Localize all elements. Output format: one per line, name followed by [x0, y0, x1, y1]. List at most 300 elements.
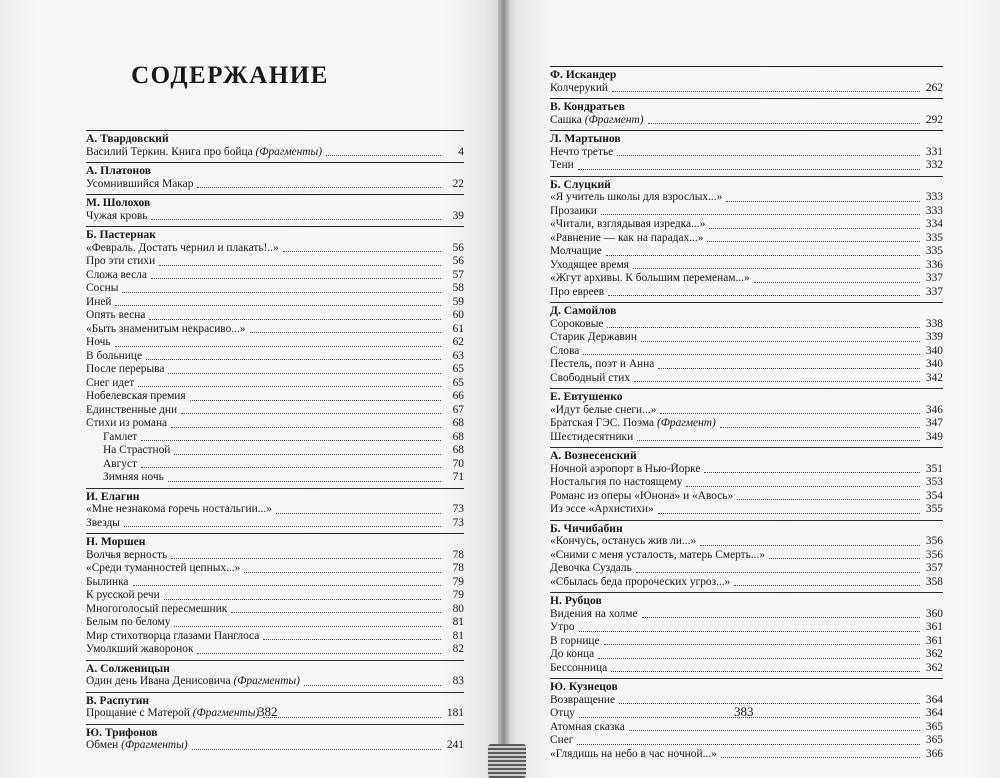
entry-title-text: До конца [550, 648, 595, 660]
toc-entry [550, 503, 943, 517]
entry-page: 73 [452, 503, 464, 515]
entry-title [550, 331, 637, 345]
entry-title-text: Василий Теркин. Книга про бойца [86, 145, 253, 158]
dot-leader [707, 241, 920, 242]
page-number-left: 382 [258, 704, 278, 719]
entry-title [86, 390, 186, 404]
entry-title [550, 707, 575, 721]
entry-page: 340 [925, 358, 943, 370]
entry-page: 61 [452, 322, 464, 335]
entry-title-text: В горнице [550, 634, 600, 647]
entry-page: 358 [925, 575, 943, 588]
entry-page: 365 [925, 720, 943, 733]
entry-title-text: «Читали, взглядывая изредка...» [550, 218, 706, 230]
author-name: Б. Чичибабин [550, 521, 623, 535]
entry-title [550, 318, 603, 332]
entry-title [103, 431, 137, 445]
toc-entry [86, 242, 464, 256]
dot-leader [197, 653, 441, 654]
dot-leader [197, 187, 441, 188]
entry-page: 71 [452, 471, 464, 483]
entry-title [86, 350, 142, 364]
entry-page: 262 [925, 81, 943, 94]
entry-page: 56 [452, 255, 464, 267]
entry-title [86, 336, 111, 350]
toc-entry [550, 345, 943, 359]
toc-entry [550, 721, 943, 735]
entry-page: 362 [925, 648, 943, 660]
entry-title [550, 272, 750, 286]
toc-entry [550, 372, 943, 386]
toc-entry [550, 748, 943, 762]
entry-title [86, 296, 111, 310]
toc-entry [550, 272, 943, 286]
entry-title [103, 444, 170, 458]
entry-title [86, 616, 170, 630]
entry-title [86, 417, 167, 431]
entry-title-text: Снег идет [86, 376, 135, 389]
toc-entry [86, 178, 464, 192]
dot-leader [168, 481, 441, 482]
toc-entry [86, 309, 464, 323]
entry-page: 70 [452, 457, 464, 470]
entry-page: 336 [925, 258, 943, 271]
entry-title-text: «Сбылась беда пророческих угроз...» [550, 575, 731, 588]
toc-entry [86, 603, 464, 617]
toc-entry [86, 562, 464, 576]
dot-leader [146, 359, 441, 360]
entry-title [86, 242, 279, 256]
entry-page: 62 [452, 336, 464, 348]
entry-title-text: Бессонница [550, 661, 608, 674]
entry-page: 365 [925, 734, 943, 746]
author-name: Б. Пастернак [86, 228, 156, 241]
dot-leader [577, 744, 920, 745]
dot-leader [171, 558, 441, 559]
entry-page: 342 [925, 371, 943, 384]
entry-title-text: «Равнение — как на парадах...» [550, 231, 704, 244]
entry-title [550, 648, 594, 662]
dot-leader [181, 413, 441, 414]
entry-title [550, 404, 656, 418]
entry-title [550, 259, 629, 273]
dot-leader [726, 201, 920, 202]
entry-page: 364 [925, 693, 943, 706]
dot-leader [658, 368, 920, 369]
toc-entry [550, 431, 943, 445]
entry-title-text: Умолкший жаворонок [86, 643, 194, 655]
entry-title-text: Про евреев [550, 285, 605, 298]
entry-page: 335 [925, 231, 943, 244]
toc-section [550, 520, 943, 590]
entry-page: 332 [925, 159, 943, 171]
entry-title-text: «Кончусь, останусь жив ли...» [550, 535, 697, 547]
toc-section [550, 592, 943, 675]
dot-leader [709, 228, 920, 229]
toc-section [550, 302, 943, 385]
dot-leader [658, 513, 920, 514]
entry-title-text: Нобелевская премия [86, 390, 186, 402]
entry-page: 68 [452, 444, 464, 456]
entry-title-text: Снег [550, 734, 574, 746]
entry-page: 56 [452, 241, 464, 254]
entry-note: (Фрагменты) [192, 707, 260, 719]
entry-title [550, 191, 722, 205]
dot-leader [141, 467, 441, 468]
dot-leader [637, 440, 920, 441]
entry-title-text: Слова [550, 344, 580, 357]
toc-entry [550, 159, 943, 173]
dot-leader [607, 327, 920, 328]
entry-title-text: «Быть знаменитым некрасиво...» [86, 322, 246, 335]
entry-title [550, 621, 575, 635]
entry-title [550, 549, 765, 563]
dot-leader [151, 278, 441, 279]
toc-section [86, 226, 464, 485]
author-name: В. Распутин [86, 693, 150, 707]
dot-leader [598, 658, 920, 659]
dot-leader [133, 585, 442, 586]
entry-title-text: Старик Державин [550, 331, 637, 343]
entry-title-text: «Идут белые снеги...» [550, 403, 657, 416]
dot-leader [619, 703, 920, 704]
dot-leader [642, 617, 920, 618]
entry-page: 65 [452, 363, 464, 375]
dot-leader [648, 123, 921, 124]
toc-entry [550, 635, 943, 649]
dot-leader [263, 717, 441, 718]
entry-title-text: Единственные дни [86, 403, 178, 416]
entry-title [86, 323, 246, 337]
entry-title [550, 372, 630, 386]
dot-leader [636, 572, 920, 573]
entry-title-text: Из эссе «Архистихи» [550, 503, 654, 515]
entry-page: 364 [925, 707, 943, 719]
toc-entry [86, 417, 464, 431]
entry-title-text: Зимняя ночь [103, 471, 164, 483]
entry-title [550, 490, 733, 504]
dot-leader [168, 373, 441, 374]
entry-title [86, 589, 160, 603]
entry-page: 362 [925, 661, 943, 674]
toc-column-left [86, 130, 464, 753]
entry-title-text: Стихи из романа [86, 417, 168, 429]
entry-title-text: Сложа весла [86, 268, 147, 281]
entry-page: 355 [925, 503, 943, 515]
entry-title [550, 721, 625, 735]
author-name: А. Твардовский [86, 132, 169, 145]
entry-title [550, 535, 696, 549]
dot-leader [326, 155, 441, 156]
entry-title-text: Шестидесятники [550, 430, 634, 443]
entry-title-text: Чужая кровь [86, 209, 148, 222]
entry-title-text: Сосны [86, 282, 119, 294]
dot-leader [601, 214, 920, 215]
entry-title-text: Нечто третье [550, 145, 614, 158]
dot-leader [700, 545, 920, 546]
toc-entry [550, 562, 943, 576]
toc-section [86, 130, 464, 159]
entry-title [550, 218, 705, 232]
toc-entry [550, 404, 943, 418]
entry-title-text: Свободный стих [550, 371, 631, 384]
dot-leader [641, 341, 920, 342]
entry-page: 356 [925, 548, 943, 561]
dot-leader [122, 292, 441, 293]
entry-title [103, 471, 164, 485]
toc-section [550, 130, 943, 173]
entry-title-text: После перерыва [86, 363, 165, 375]
entry-title [550, 205, 597, 219]
author-name: М. Шолохов [86, 196, 151, 209]
dot-leader [115, 346, 441, 347]
dot-leader [737, 499, 920, 500]
author-name: А. Вознесенский [550, 449, 637, 462]
entry-page: 4 [458, 145, 464, 158]
entry-title [550, 358, 654, 372]
entry-title [86, 377, 134, 391]
dot-leader [606, 255, 920, 256]
dot-leader [704, 472, 920, 473]
entry-title [550, 734, 573, 748]
entry-page: 66 [452, 390, 464, 402]
entry-title-text: Прозаики [550, 204, 597, 217]
entry-page: 333 [925, 204, 943, 217]
entry-title-text: Уходящее время [550, 258, 629, 271]
entry-page: 81 [452, 616, 464, 628]
toc-entry [86, 210, 464, 224]
toc-entry [550, 662, 943, 676]
entry-title [86, 363, 164, 377]
dot-leader [634, 381, 920, 382]
toc-entry [86, 404, 464, 418]
toc-entry [550, 358, 943, 372]
entry-title-text: Молчащие [550, 245, 602, 257]
toc-entry [550, 621, 943, 635]
entry-page: 333 [925, 191, 943, 203]
toc-entry [550, 576, 943, 590]
dot-leader [190, 400, 441, 401]
entry-title [86, 603, 227, 617]
toc-entry [550, 191, 943, 205]
entry-title-text: Пестель, поэт и Анна [550, 358, 655, 370]
toc-entry [86, 296, 464, 310]
toc-entry [86, 350, 464, 364]
toc-section [86, 162, 464, 191]
dot-leader [734, 585, 920, 586]
entry-title-text: Мир стихотворца глазами Панглоса [86, 629, 260, 642]
dot-leader [611, 671, 920, 672]
dot-leader [769, 558, 920, 559]
toc-section [550, 176, 943, 300]
entry-title [86, 707, 259, 721]
entry-title-text: «Жгут архивы. К большим переменам...» [550, 272, 750, 284]
entry-title-text: Тени [550, 159, 574, 171]
entry-title-text: Утро [550, 621, 575, 633]
entry-title-text: «Я учитель школы для взрослых...» [550, 191, 723, 203]
author-name: Л. Мартынов [550, 132, 621, 145]
entry-page: 63 [452, 349, 464, 362]
entry-page: 83 [452, 675, 464, 687]
entry-page: 79 [452, 575, 464, 588]
entry-page: 82 [452, 643, 464, 655]
toc-entry [550, 535, 943, 549]
toc-entry [86, 458, 464, 472]
entry-title-text: Усомнившийся Макар [86, 177, 194, 190]
entry-title [86, 282, 118, 296]
dot-leader [276, 513, 441, 514]
entry-title [550, 694, 615, 708]
book-spine [498, 0, 510, 778]
dot-leader [633, 268, 920, 269]
toc-section [550, 98, 943, 127]
toc-entry [86, 739, 464, 753]
entry-title [550, 463, 700, 477]
toc-entry [86, 643, 464, 657]
toc-entry [550, 417, 943, 431]
entry-page: 39 [452, 209, 464, 222]
entry-page: 335 [925, 245, 943, 257]
entry-page: 361 [925, 634, 943, 647]
entry-note: (Фрагменты) [255, 145, 323, 158]
toc-entry [86, 390, 464, 404]
toc-entry [550, 259, 943, 273]
entry-page: 334 [925, 218, 943, 230]
entry-title-text: Многоголосый пересмешник [86, 602, 228, 615]
entry-title-text: Сашка [550, 113, 582, 126]
toc-column-right [550, 66, 943, 761]
entry-title-text: Атомная сказка [550, 720, 625, 733]
dot-leader [579, 631, 920, 632]
toc-entry [86, 336, 464, 350]
entry-title-text: На Страстной [103, 444, 171, 456]
dot-leader [720, 427, 920, 428]
toc-section [86, 533, 464, 657]
entry-page: 347 [925, 417, 943, 429]
entry-title-text: Волчья верность [86, 548, 168, 561]
entry-title [550, 417, 716, 431]
dot-leader [660, 413, 920, 414]
entry-page: 337 [925, 285, 943, 298]
dot-leader [174, 454, 441, 455]
entry-title [86, 643, 193, 657]
entry-title-text: Звезды [86, 516, 120, 529]
dot-leader [115, 305, 441, 306]
entry-title-text: Август [103, 457, 138, 470]
entry-page: 60 [452, 309, 464, 321]
entry-title-text: «Среди туманностей цепных...» [86, 562, 241, 574]
toc-entry [86, 282, 464, 296]
entry-title [86, 675, 300, 689]
entry-title-text: Возвращение [550, 693, 615, 706]
author-name: Е. Евтушенко [550, 390, 623, 403]
toc-section [86, 194, 464, 223]
entry-title-text: Колчерукий [550, 81, 609, 94]
entry-title [86, 146, 322, 160]
entry-title-text: «Глядишь на небо в час ночной...» [550, 747, 717, 760]
entry-note: (Фрагмент) [656, 417, 716, 429]
entry-title [86, 517, 120, 531]
entry-title-text: Братская ГЭС. Поэма [550, 417, 655, 429]
entry-title-text: Белым по белому [86, 616, 171, 628]
entry-title [550, 146, 613, 160]
dot-leader [304, 685, 441, 686]
entry-title [550, 662, 607, 676]
author-name: А. Платонов [86, 164, 151, 177]
toc-section [86, 660, 464, 689]
toc-entry [86, 146, 464, 160]
dot-leader [583, 354, 920, 355]
dot-leader [721, 757, 920, 758]
entry-page: 181 [446, 707, 464, 719]
toc-section [550, 388, 943, 444]
entry-page: 349 [925, 430, 943, 443]
entry-title [86, 630, 259, 644]
toc-entry [86, 255, 464, 269]
entry-title [550, 82, 608, 96]
dot-leader [686, 486, 920, 487]
entry-page: 68 [452, 417, 464, 429]
author-name: Ф. Искандер [550, 68, 617, 81]
toc-entry [550, 648, 943, 662]
entry-page: 68 [452, 430, 464, 443]
binding-stitches [488, 744, 526, 778]
toc-entry [550, 331, 943, 345]
entry-page: 79 [452, 589, 464, 601]
dot-leader [192, 749, 441, 750]
toc-entry [550, 205, 943, 219]
entry-page: 57 [452, 268, 464, 281]
toc-section [550, 447, 943, 517]
entry-title [86, 269, 147, 283]
entry-title-text: Иней [86, 295, 112, 308]
toc-entry [86, 471, 464, 485]
entry-page: 337 [925, 272, 943, 284]
entry-title [550, 503, 654, 517]
entry-title-text: Ностальгия по настоящему [550, 476, 683, 488]
dot-leader [174, 626, 441, 627]
entry-page: 356 [925, 535, 943, 547]
entry-page: 339 [925, 331, 943, 343]
entry-title [86, 309, 145, 323]
entry-title [86, 503, 272, 517]
dot-leader [263, 639, 441, 640]
entry-page: 366 [925, 747, 943, 760]
dot-leader [159, 265, 441, 266]
author-name: Н. Рубцов [550, 594, 602, 607]
dot-leader [617, 155, 920, 156]
toc-entry [550, 490, 943, 504]
entry-title [550, 635, 600, 649]
toc-entry [550, 114, 943, 128]
dot-leader [171, 427, 441, 428]
entry-page: 22 [452, 177, 464, 190]
entry-title [550, 114, 644, 128]
toc-entry [550, 549, 943, 563]
entry-title-text: «Февраль. Достать чернил и плакать!..» [86, 241, 279, 254]
toc-entry [86, 363, 464, 377]
entry-title-text: К русской речи [86, 589, 160, 601]
toc-entry [86, 323, 464, 337]
entry-title [550, 232, 703, 246]
entry-title-text: Про эти стихи [86, 255, 156, 267]
entry-page: 361 [925, 621, 943, 633]
entry-note: (Фрагменты) [233, 675, 300, 687]
dot-leader [754, 282, 920, 283]
entry-title [550, 431, 633, 445]
author-name: Ю. Кузнецов [550, 680, 618, 693]
entry-title-text: Опять весна [86, 309, 146, 321]
